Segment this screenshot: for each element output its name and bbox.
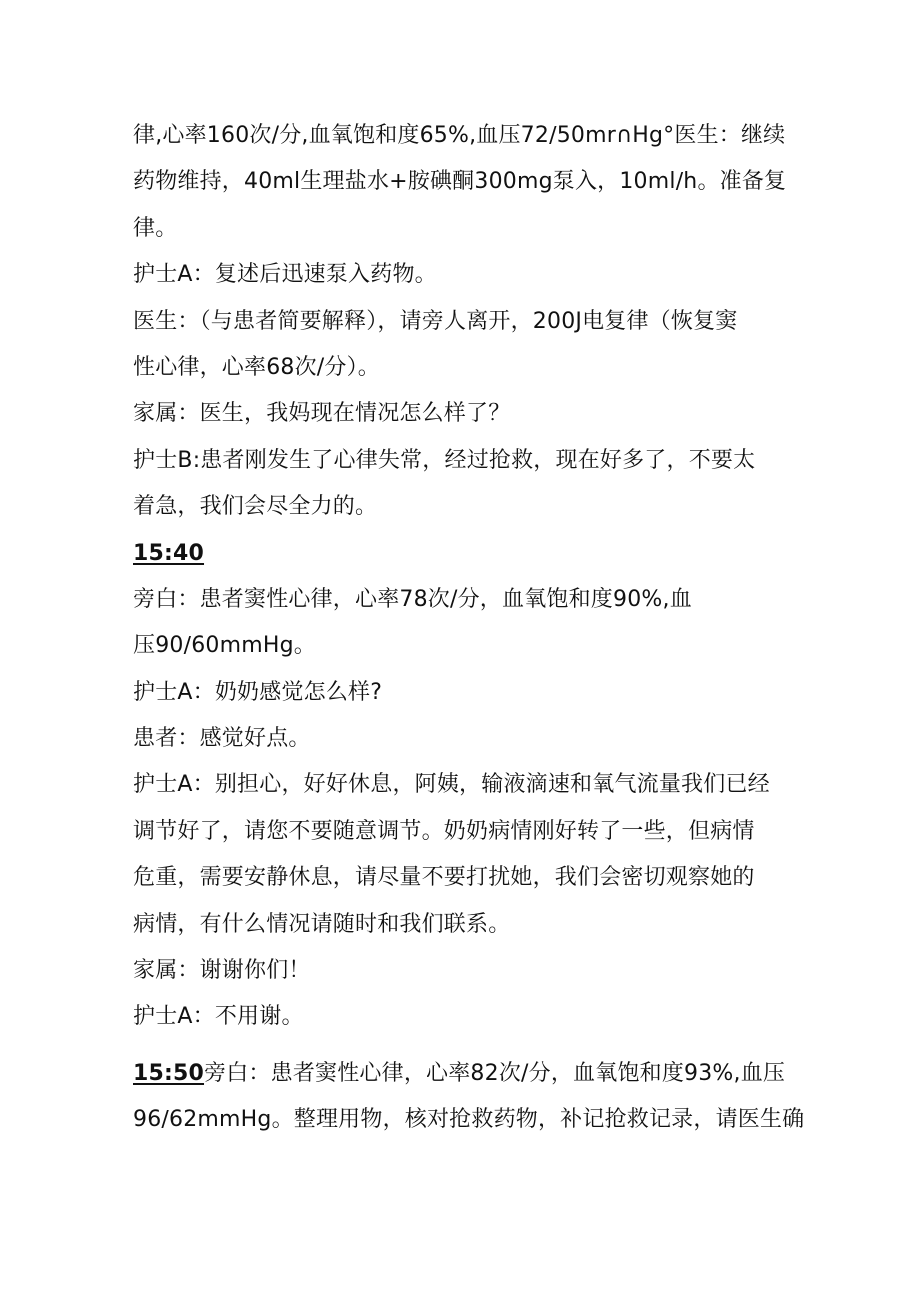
line-text: 药物维持，40ml生理盐水+胺碘酮300mg泵入，10ml∕h。准备复 [133,169,787,195]
text-line [133,391,803,437]
line-text: 着急，我们会尽全力的。 [133,494,378,520]
line-text: 律,心率160次/分,血氧饱和度65%,血压72∕50mr∩Hg°医生：继续 [133,123,786,148]
document-body [133,113,803,1144]
timestamp: 15:50 [133,1060,205,1086]
text-line [133,670,803,716]
line-text: 压90∕60mmHg。 [133,633,316,659]
line-text: 病情，有什么情况请随时和我们联系。 [133,911,511,937]
text-line [133,948,803,994]
line-text: 旁白：患者窦性心律，心率82次/分，血氧饱和度93%,血压 [204,1060,786,1086]
text-line [133,438,803,484]
text-line [133,299,803,345]
text-line [133,1051,803,1097]
text-line [133,623,803,669]
timestamp: 15:40 [133,540,205,566]
line-text: 家属：谢谢你们！ [133,958,311,984]
text-line [133,762,803,808]
line-text: 护士A：奶奶感觉怎么样? [133,679,383,705]
text-line [133,855,803,901]
line-text: 护士A：复述后迅速泵入药物。 [133,262,437,288]
line-text: 护士A：不用谢。 [133,1004,304,1030]
line-text: 96∕62mmHg。整理用物，核对抢救药物，补记抢救记录，请医生确 [133,1107,805,1133]
text-line [133,1097,803,1143]
line-text: 律。 [133,215,178,241]
line-text: 旁白：患者窦性心律，心率78次/分，血氧饱和度90%,血 [133,586,692,612]
text-line [133,159,803,205]
text-line [133,252,803,298]
text-line [133,994,803,1040]
line-text: 护士B:患者刚发生了心律失常，经过抢救，现在好多了，不要太 [133,447,756,473]
line-text: 患者：感觉好点。 [133,726,311,752]
text-line [133,809,803,855]
text-line [133,206,803,252]
text-line [133,716,803,762]
line-text: 性心律，心率68次/分）。 [133,354,381,380]
line-text: 调节好了，请您不要随意调节。奶奶病情刚好转了一些，但病情 [133,818,755,844]
text-line [133,902,803,948]
paragraph-gap [133,1041,803,1051]
line-text: 危重，需要安静休息，请尽量不要打扰她，我们会密切观察她的 [133,865,755,891]
text-line [133,113,803,159]
text-line [133,345,803,391]
line-text: 护士A：别担心，好好休息，阿姨，输液滴速和氧气流量我们已经 [133,772,770,798]
text-line [133,531,803,577]
line-text: 家属：医生，我妈现在情况怎么样了？ [133,401,511,427]
text-line [133,484,803,530]
line-text: 医生：（与患者简要解释），请旁人离开，200J电复律（恢复窦 [133,308,738,334]
text-line [133,577,803,623]
